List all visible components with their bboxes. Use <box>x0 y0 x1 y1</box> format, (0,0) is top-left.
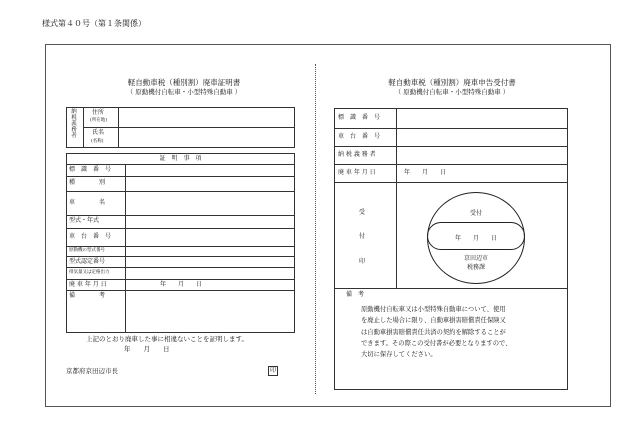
row-line <box>334 164 568 165</box>
row-line <box>334 182 568 183</box>
receipt-label-scrap-date: 廃 車 年 月 日 <box>338 169 376 176</box>
receipt-label-taxpayer: 納 税 義 務 者 <box>338 151 376 158</box>
row-line <box>66 290 295 291</box>
row-line <box>66 176 295 177</box>
receipt-title: 軽自動車税（種別割）廃車申告受付書 <box>388 78 516 87</box>
receipt-subtitle: （ 原動機付自転車・小型特殊自動車 ） <box>394 88 510 96</box>
row-line <box>66 164 295 165</box>
row-label-approval-number: 型式認定番号 <box>69 258 106 265</box>
row-label-remarks: 備 考 <box>69 292 106 299</box>
row-line <box>66 215 295 216</box>
reception-seal-label-2: 付 <box>359 233 366 240</box>
row-line <box>66 228 295 229</box>
row-label-type: 種 別 <box>69 179 106 186</box>
name-label: 氏名 <box>92 129 105 136</box>
name-sublabel: (名称) <box>91 139 104 144</box>
certify-statement: 上記のとおり廃車した事に相違ないことを証明します。 <box>86 335 248 343</box>
certificate-subtitle: （ 原動機付自転車・小型特殊自動車 ） <box>126 88 242 96</box>
stamp-dept-text: 税務課 <box>466 264 485 271</box>
certify-date: 年 月 日 <box>124 345 170 353</box>
certificate-title: 軽自動車税（種別割）廃車証明書 <box>127 78 241 87</box>
address-sublabel: (所在地) <box>90 118 108 123</box>
stamp-received-text: 受付 <box>469 210 482 217</box>
address-label: 住所 <box>92 109 105 116</box>
row-line <box>334 128 568 129</box>
address-field[interactable] <box>119 108 294 126</box>
row-line <box>334 288 568 289</box>
receipt-label-plate-number: 標 識 番 号 <box>338 114 381 121</box>
mayor-name: 京都府京田辺市長 <box>66 367 118 375</box>
name-field[interactable] <box>119 128 294 147</box>
receipt-label-chassis-number: 車 台 番 号 <box>338 133 381 140</box>
cut-line <box>315 64 316 394</box>
stamp-date-text: 年 月 日 <box>454 235 497 242</box>
row-label-model-year: 型式・年式 <box>69 217 100 224</box>
row-scrap-date-value: 年 月 日 <box>160 281 203 288</box>
taxpayer-label: 納 税 義 務 者 <box>71 109 77 140</box>
row-line <box>334 146 568 147</box>
label-column-divider <box>125 164 126 333</box>
reception-seal-label-1: 受 <box>359 209 366 216</box>
reception-seal-label-3: 印 <box>359 258 366 265</box>
row-label-displacement: 排気量又は定格出力 <box>69 270 110 275</box>
section-header: 証 明 事 項 <box>159 155 202 162</box>
row-line <box>66 191 295 192</box>
row-line <box>66 256 295 257</box>
receipt-label-divider <box>396 108 397 288</box>
row-label-plate-number: 標 識 番 号 <box>69 166 112 173</box>
row-line <box>66 267 295 268</box>
receipt-scrap-date-value: 年 月 日 <box>404 169 447 176</box>
row-label-chassis-number: 車 台 番 号 <box>69 233 112 240</box>
row-label-vehicle-name: 車 名 <box>69 199 106 206</box>
remarks-label: 備 考 <box>346 291 365 298</box>
remarks-text: 原動機付自転車又は小型特殊自動車について、使用 を廃止した場合に限り、自動車損害賠償責任保険又 は自動車損害賠償責任共済の契約を解除することが できます。その際この受付書が必要となりますので、 大切に保存してください。 <box>361 306 512 359</box>
row-line <box>66 246 295 247</box>
row-label-engine-model: 原動機の型式番号 <box>69 248 105 253</box>
row-label-scrap-date: 廃 車 年 月 日 <box>69 281 107 288</box>
form-id: 様式第４０号（第１条関係） <box>42 19 146 28</box>
stamp-city-text: 京田辺市 <box>463 255 488 262</box>
row-line <box>66 279 295 280</box>
official-seal: 印 <box>270 367 277 374</box>
